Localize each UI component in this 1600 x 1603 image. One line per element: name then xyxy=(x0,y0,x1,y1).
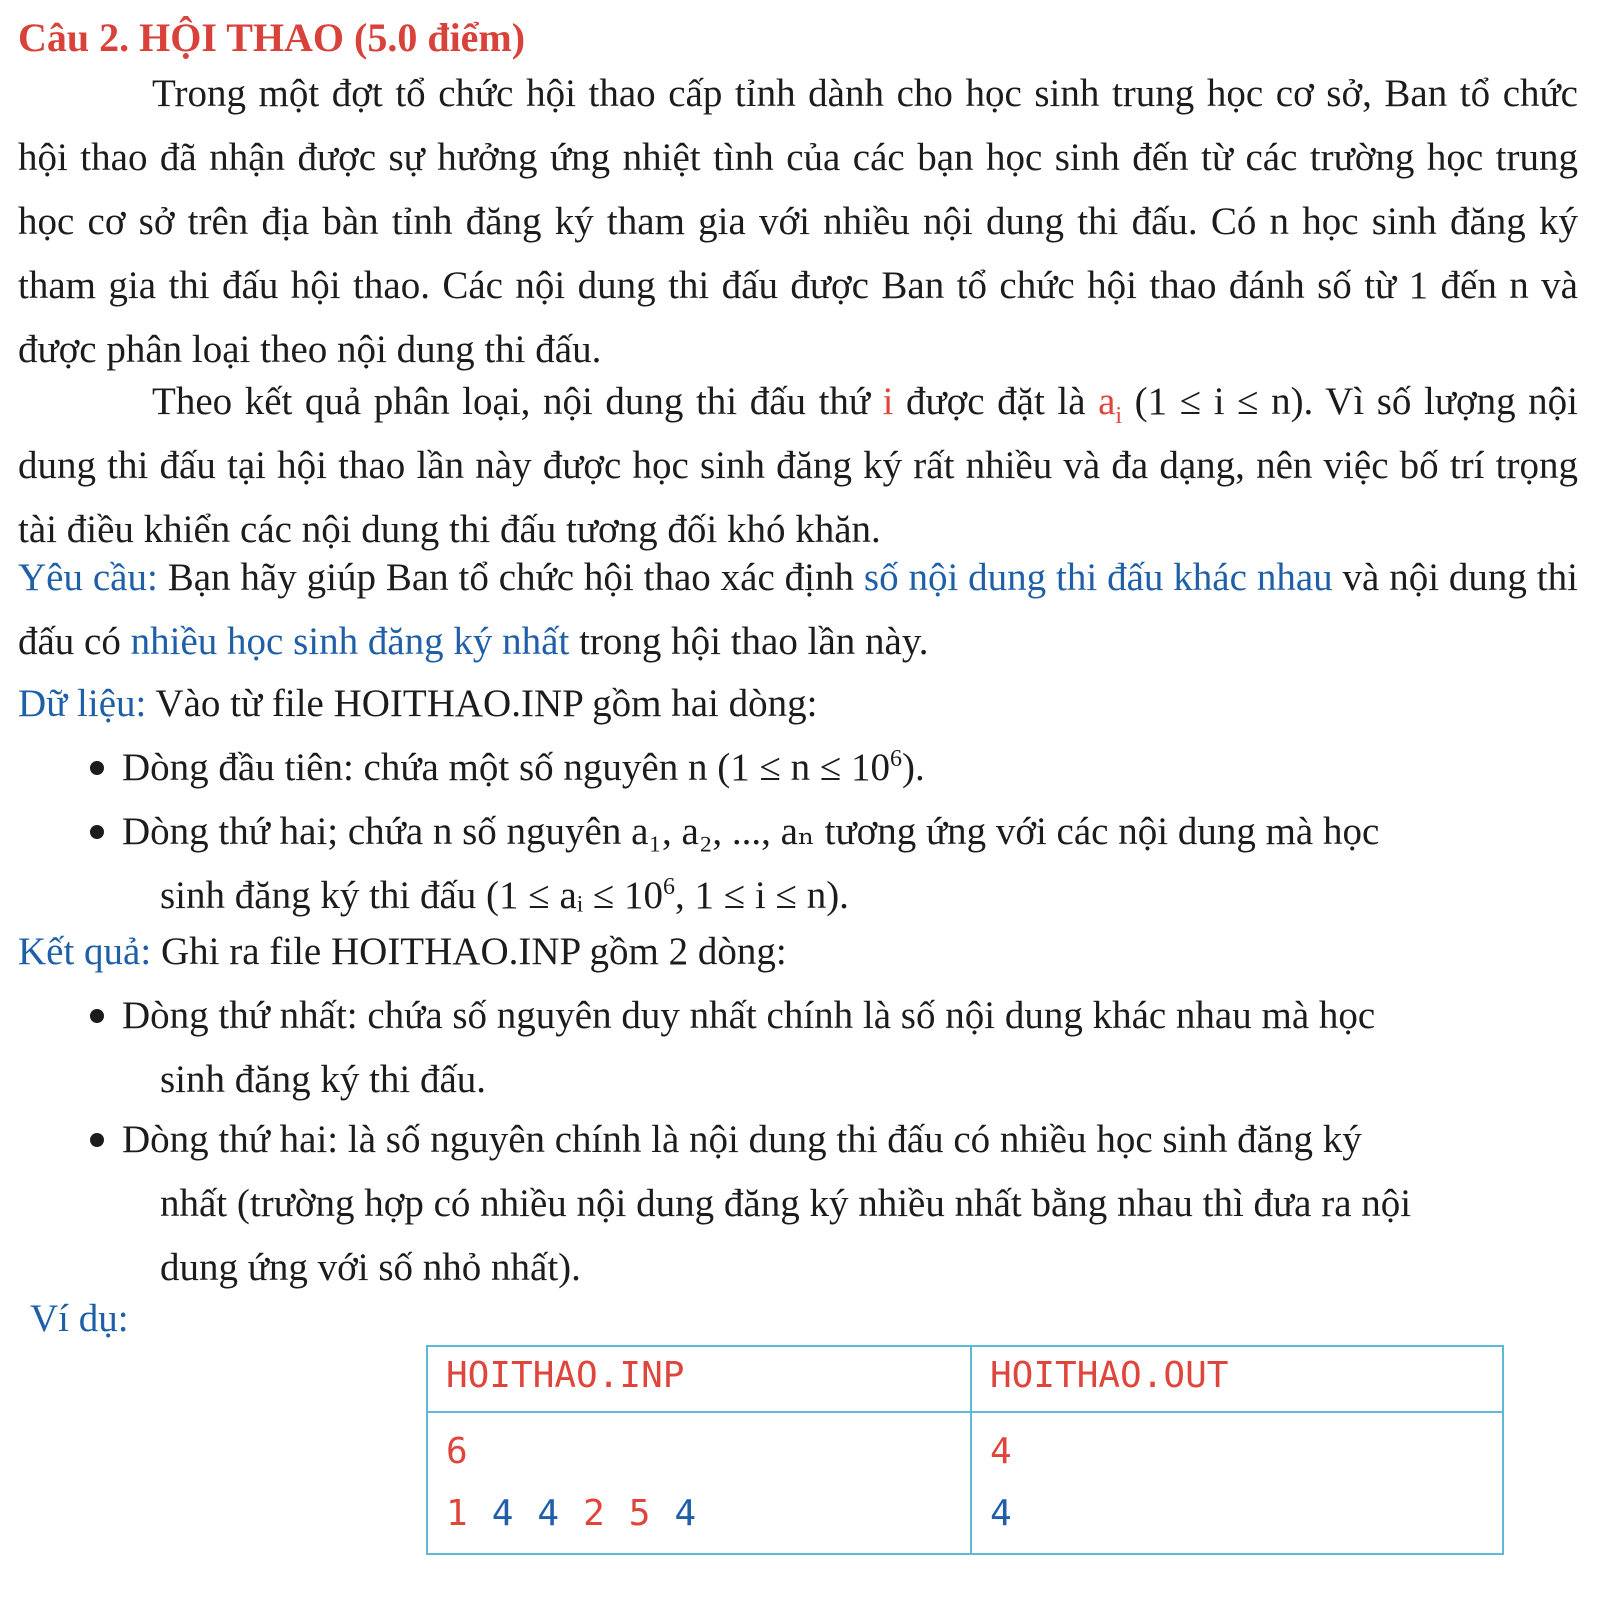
input-intro xyxy=(18,672,1578,736)
bullet-dot xyxy=(90,1133,104,1147)
output-bullet-1-line-2: sinh đăng ký thi đấu. xyxy=(160,1058,487,1101)
input-bullet-2-sup: 6 xyxy=(663,874,676,900)
output-bullet-2-line-3: dung ứng với số nhỏ nhất). xyxy=(160,1246,581,1289)
example-output-line-1: 4 xyxy=(990,1431,1012,1472)
input-bullet-2-line-1: Dòng thứ hai; chứa n số nguyên a₁, a₂, ..., aₙ tương ứng với các nội dung mà học xyxy=(122,810,1380,853)
classification-text-1: Theo kết quả phân loại, nội dung thi đấu thứ xyxy=(152,380,883,423)
example-data-row xyxy=(427,1412,1503,1554)
element-a xyxy=(1098,380,1123,429)
output-intro xyxy=(18,920,1578,984)
output-bullet-1 xyxy=(90,984,1575,1112)
element-a-sub: i xyxy=(1115,402,1123,429)
input-value: 2 xyxy=(583,1493,605,1534)
input-bullet-2-end: , 1 ≤ i ≤ n). xyxy=(675,874,849,917)
input-bullet-1-sup: 6 xyxy=(890,746,903,772)
input-bullet-2 xyxy=(90,800,1575,928)
example-input-cell xyxy=(427,1412,971,1554)
bullet-dot xyxy=(90,825,104,839)
input-label: Dữ liệu: xyxy=(18,682,147,725)
index-i: i xyxy=(882,380,894,423)
example-header-output: HOITHAO.OUT xyxy=(971,1346,1503,1412)
input-value: 4 xyxy=(491,1493,514,1534)
bullet-dot xyxy=(90,761,104,775)
classification-text-2: được đặt là xyxy=(893,380,1099,423)
output-bullet-2-line-2: nhất (trường hợp có nhiều nội dung đăng ký nhiều nhất bằng nhau thì đưa ra nội xyxy=(160,1182,1412,1225)
element-a-base: a xyxy=(1098,380,1116,423)
input-value: 4 xyxy=(537,1493,560,1534)
requirement-text-1: Bạn hãy giúp Ban tổ chức hội thao xác định xyxy=(157,556,864,599)
input-text: Vào từ file HOITHAO.INP gồm hai dòng: xyxy=(146,682,818,725)
example-output-cell xyxy=(971,1412,1503,1554)
output-bullet-2 xyxy=(90,1108,1575,1300)
input-bullet-2-text: sinh đăng ký thi đấu (1 ≤ aᵢ ≤ 10 xyxy=(160,874,664,917)
input-value: 5 xyxy=(628,1493,651,1534)
output-bullet-2-line-1: Dòng thứ hai: là số nguyên chính là nội dung thi đấu có nhiều học sinh đăng ký xyxy=(122,1118,1362,1161)
example-label: Ví dụ: xyxy=(30,1297,129,1340)
requirement-text-2: và nội dung thi đấu có xyxy=(18,556,1578,663)
example-input-line-1: 6 xyxy=(446,1431,468,1472)
example-header-row xyxy=(427,1346,1503,1412)
classification-text-3: (1 ≤ i ≤ n). Vì số lượng nội dung thi đấu tại hội thao lần này được học sinh đăng ký rất nhiều và đa dạng, nên việc bố trí trọng tài điều khiển các nội dung thi đấu tương đối khó khăn. xyxy=(18,380,1578,551)
intro-paragraph: Trong một đợt tổ chức hội thao cấp tỉnh dành cho học sinh trung học cơ sở, Ban tổ chức hội thao đã nhận được sự hưởng ứng nhiệt tình của các bạn học sinh đến từ các trường học trung học cơ sở trên địa bàn tỉnh đăng ký tham gia với nhiều nội dung thi đấu. Có n học sinh đăng ký tham gia thi đấu hội thao. Các nội dung thi đấu được Ban tổ chức hội thao đánh số từ 1 đến n và được phân loại theo nội dung thi đấu. xyxy=(18,72,1578,371)
requirement-highlight-2: nhiều học sinh đăng ký nhất xyxy=(130,620,570,663)
problem-title: Câu 2. HỘI THAO (5.0 điểm) xyxy=(18,15,526,60)
requirement-text-3: trong hội thao lần này. xyxy=(569,620,929,663)
input-bullet-2-line-2 xyxy=(90,864,1575,928)
example-output-line-2: 4 xyxy=(990,1493,1012,1534)
requirement-label: Yêu cầu: xyxy=(18,556,158,599)
classification-paragraph xyxy=(18,370,1578,562)
requirement-paragraph xyxy=(18,546,1578,674)
output-bullet-1-line-1: Dòng thứ nhất: chứa số nguyên duy nhất chính là số nội dung khác nhau mà học xyxy=(122,994,1376,1037)
input-value: 4 xyxy=(674,1493,697,1534)
output-text: Ghi ra file HOITHAO.INP gồm 2 dòng: xyxy=(151,930,787,973)
output-label: Kết quả: xyxy=(18,930,152,973)
example-input-line-2 xyxy=(446,1483,952,1545)
input-value: 1 xyxy=(446,1493,468,1534)
requirement-highlight-1: số nội dung thi đấu khác nhau xyxy=(863,556,1333,599)
input-bullet-1 xyxy=(90,736,1575,800)
input-bullet-1-end: ). xyxy=(902,746,925,789)
input-bullet-1-text: Dòng đầu tiên: chứa một số nguyên n (1 ≤ n ≤ 10 xyxy=(122,746,891,789)
example-table xyxy=(426,1345,1504,1555)
bullet-dot xyxy=(90,1009,104,1023)
example-header-input: HOITHAO.INP xyxy=(427,1346,971,1412)
